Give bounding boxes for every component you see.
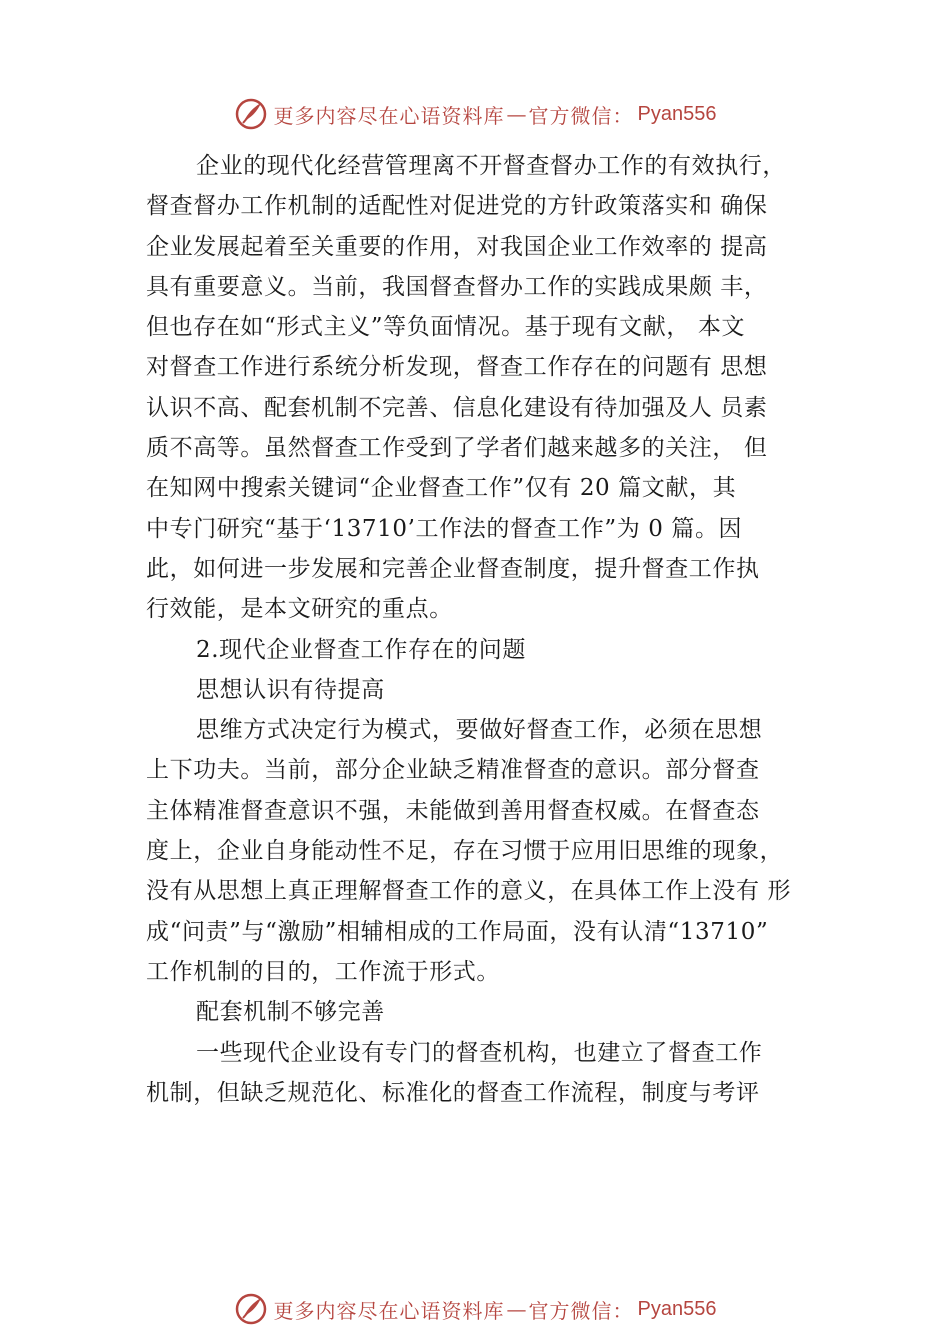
text-line: 认识不高、配套机制不完善、信息化建设有待加强及人 员素 xyxy=(146,394,768,421)
text-line: 企业的现代化经营管理离不开督查督办工作的有效执行， xyxy=(196,153,786,179)
watermark-handle: Pyan556 xyxy=(637,1297,717,1320)
watermark-brand: 更多内容尽在心语资料库 xyxy=(273,1298,505,1323)
text-line: 质不高等。虽然督查工作受到了学者们越来越多的关注， 但 xyxy=(146,435,768,462)
text-line: 行效能，是本文研究的重点。 xyxy=(146,596,453,623)
text-line: 成“问责”与“激励”相辅相成的工作局面，没有认清“13710” xyxy=(146,918,769,945)
watermark-handle: Pyan556 xyxy=(637,102,717,125)
quill-logo-icon xyxy=(234,1292,268,1326)
text-line: 具有重要意义。当前，我国督查督办工作的实践成果颇 丰， xyxy=(146,273,768,300)
watermark-separator: — xyxy=(506,102,527,126)
header-watermark xyxy=(0,94,950,134)
watermark-label: 官方微信： xyxy=(528,1298,634,1323)
watermark-label: 官方微信： xyxy=(528,103,634,128)
text-line: 上下功夫。当前，部分企业缺乏精准督查的意识。部分督查 xyxy=(146,757,760,784)
text-line: 对督查工作进行系统分析发现，督查工作存在的问题有 思想 xyxy=(146,354,768,381)
text-line: 但也存在如“形式主义”等负面情况。基于现有文献， 本文 xyxy=(146,314,746,341)
text-line: 思维方式决定行为模式，要做好督查工作，必须在思想 xyxy=(196,717,763,744)
section-heading: 2.现代企业督查工作存在的问题 xyxy=(196,636,526,663)
text-line: 没有从思想上真正理解督查工作的意义，在具体工作上没有 形 xyxy=(146,878,792,905)
watermark-brand: 更多内容尽在心语资料库 xyxy=(273,103,505,128)
text-line: 督查督办工作机制的适配性对促进党的方针政策落实和 确保 xyxy=(146,193,768,220)
text-line: 机制，但缺乏规范化、标准化的督查工作流程，制度与考评 xyxy=(146,1079,760,1106)
text-line: 一些现代企业设有专门的督查机构，也建立了督查工作 xyxy=(196,1039,763,1066)
subsection-heading: 思想认识有待提高 xyxy=(196,676,385,703)
footer-watermark xyxy=(0,1289,950,1329)
document-body xyxy=(146,146,846,1113)
text-line: 企业发展起着至关重要的作用，对我国企业工作效率的 提高 xyxy=(146,233,768,260)
watermark-separator: — xyxy=(506,1297,527,1321)
text-line: 工作机制的目的，工作流于形式。 xyxy=(146,958,500,985)
text-line: 度上，企业自身能动性不足，存在习惯于应用旧思维的现象， xyxy=(146,838,784,865)
text-line: 主体精准督查意识不强，未能做到善用督查权威。在督查态 xyxy=(146,797,760,824)
quill-logo-icon xyxy=(234,97,268,131)
text-line: 中专门研究“基于‘13710’工作法的督查工作”为 0 篇。因 xyxy=(146,515,743,542)
subsection-heading: 配套机制不够完善 xyxy=(196,999,385,1026)
text-line: 此，如何进一步发展和完善企业督查制度，提升督查工作执 xyxy=(146,555,760,582)
text-line: 在知网中搜索关键词“企业督查工作”仅有 20 篇文献，其 xyxy=(146,475,737,502)
